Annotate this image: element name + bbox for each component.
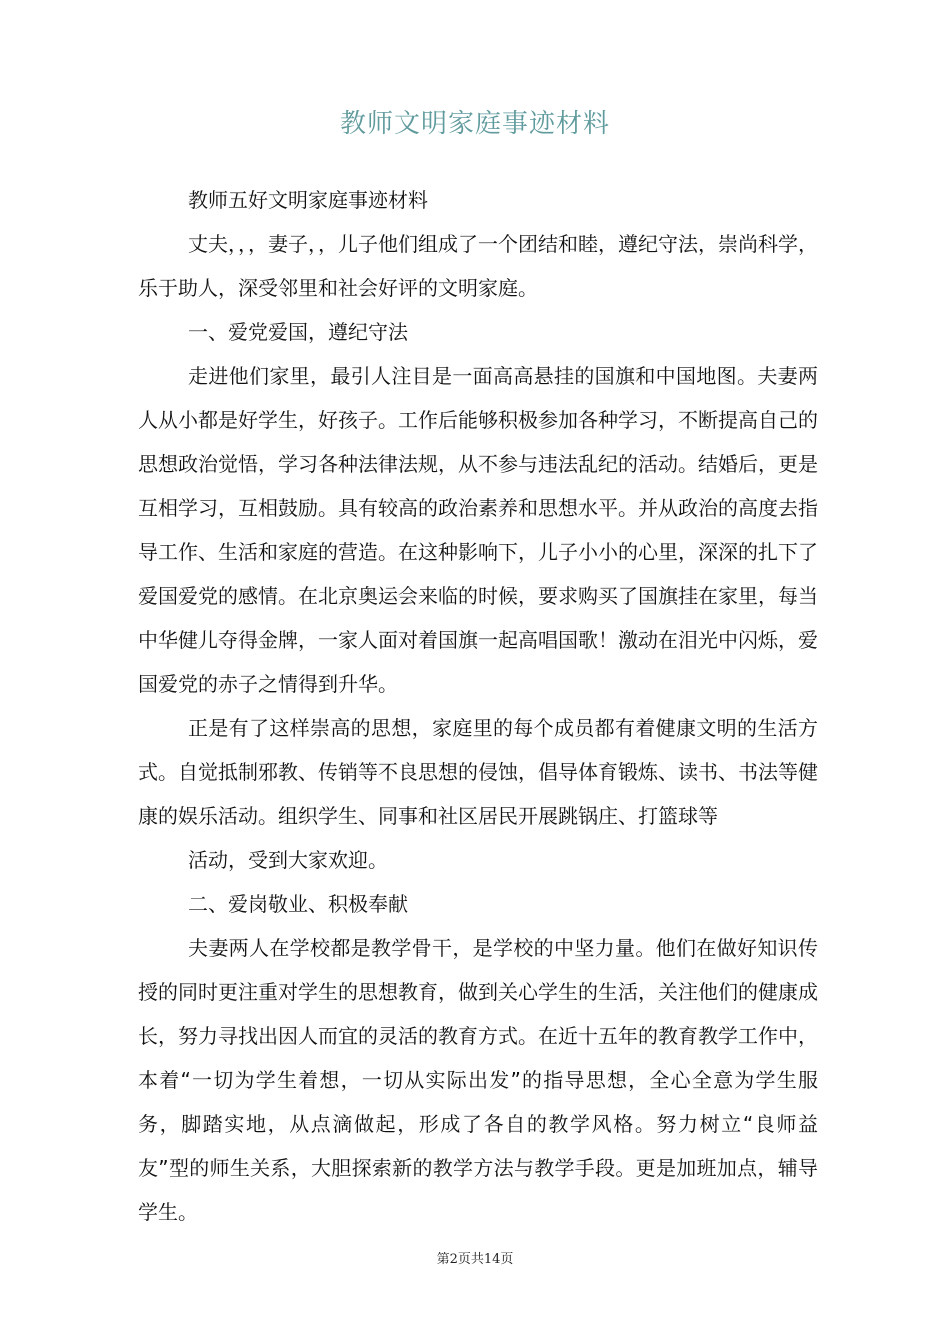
- section-heading-2: 二、爱岗敬业、积极奉献: [188, 892, 408, 916]
- page-title: 教师文明家庭事迹材料: [339, 109, 610, 139]
- page-number-footer: 第2页共14页: [436, 1252, 514, 1267]
- intro-paragraph: 丈夫，，，妻子，，儿子他们组成了一个团结和睦，遵纪守法，崇尚科学，乐于助人，深受邻里和社会好评的文明家庭。: [138, 232, 818, 300]
- body-paragraph: 正是有了这样崇高的思想，家庭里的每个成员都有着健康文明的生活方式。自觉抵制邪教、传销等不良思想的侵蚀，倡导体育锻炼、读书、书法等健康的娱乐活动。组织学生、同事和社区居民开展跳锅庄、打篮球等: [138, 716, 818, 828]
- body-paragraph: 夫妻两人在学校都是教学骨干，是学校的中坚力量。他们在做好知识传授的同时更注重对学生的思想教育，做到关心学生的生活，关注他们的健康成长，努力寻找出因人而宜的灵活的教育方式。在近十五年的教育教学工作中，本着“一切为学生着想，一切从实际出发”的指导思想，全心全意为学生服务，脚踏实地，从点滴做起，形成了各自的教学风格。努力树立“良师益友”型的师生关系，大胆探索新的教学方法与教学手段。更是加班加点，辅导学生。: [138, 936, 818, 1224]
- section-heading-1: 一、爱党爱国，遵纪守法: [188, 320, 408, 344]
- body-paragraph: 走进他们家里，最引人注目是一面高高悬挂的国旗和中国地图。夫妻两人从小都是好学生，好孩子。工作后能够积极参加各种学习，不断提高自己的思想政治觉悟，学习各种法律法规，从不参与违法乱纪的活动。结婚后，更是互相学习，互相鼓励。具有较高的政治素养和思想水平。并从政治的高度去指导工作、生活和家庭的营造。在这种影响下，儿子小小的心里，深深的扎下了爱国爱党的感情。在北京奥运会来临的时候，要求购买了国旗挂在家里，每当中华健儿夺得金牌，一家人面对着国旗一起高唱国歌！激动在泪光中闪烁，爱国爱党的赤子之情得到升华。: [138, 364, 818, 696]
- body-paragraph: 活动，受到大家欢迎。: [188, 848, 388, 872]
- subtitle-paragraph: 教师五好文明家庭事迹材料: [188, 188, 428, 212]
- document-body: [138, 178, 818, 1234]
